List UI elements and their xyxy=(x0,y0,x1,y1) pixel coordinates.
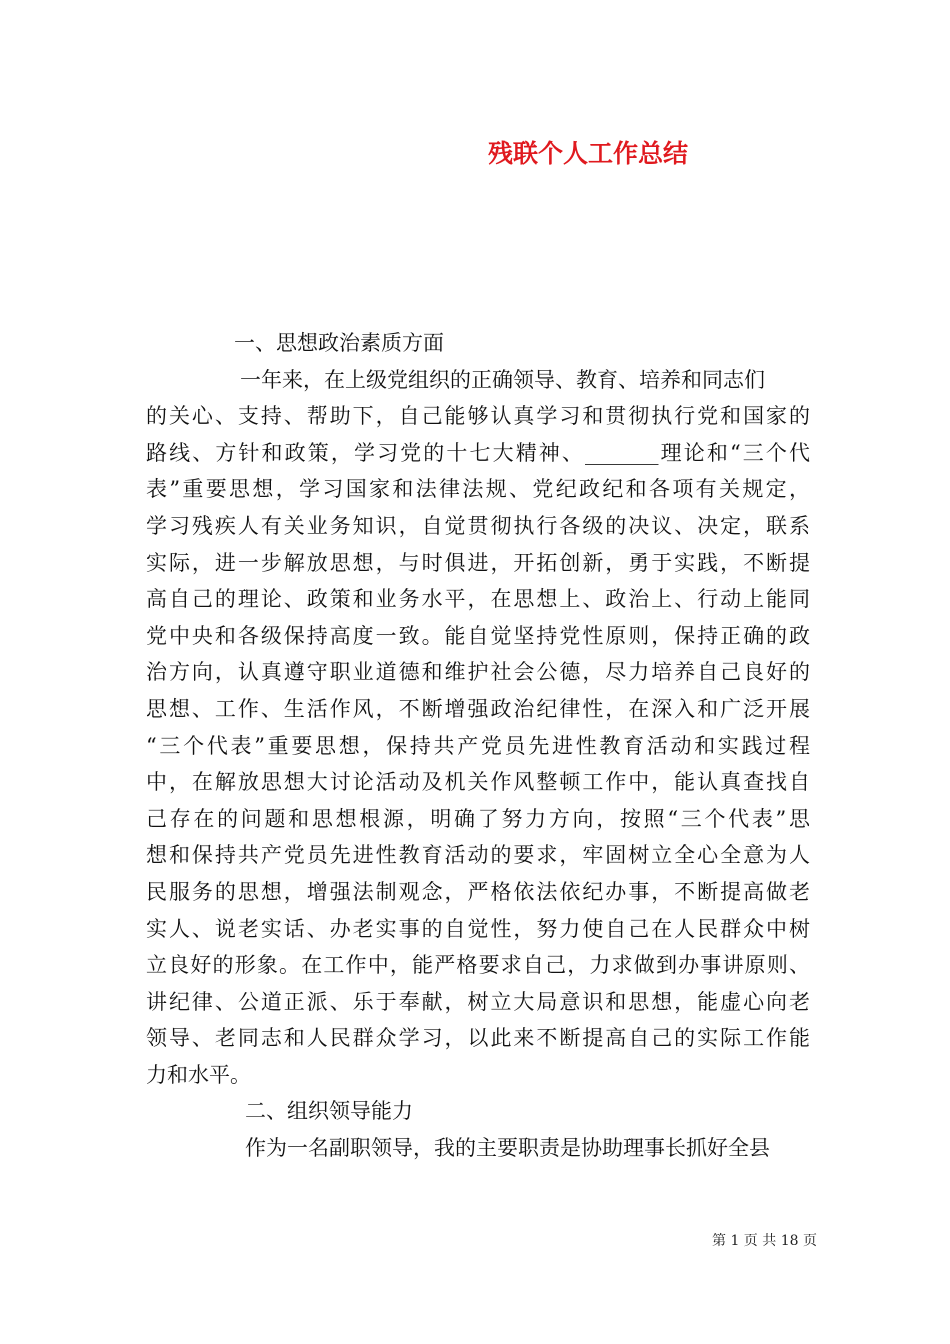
text-line: 己存在的问题和思想根源，明确了努力方向，按照“三个代表”思 xyxy=(146,806,810,831)
section-heading-2: 二、组织领导能力 xyxy=(245,1099,413,1124)
text-line: 思想、工作、生活作风，不断增强政治纪律性，在深入和广泛开展 xyxy=(146,696,810,721)
text-line: 学习残疾人有关业务知识，自觉贯彻执行各级的决议、决定，联系 xyxy=(146,513,810,538)
text-line: 一年来，在上级党组织的正确领导、教育、培养和同志们 xyxy=(240,367,765,392)
text-line: “三个代表”重要思想，保持共产党员先进性教育活动和实践过程 xyxy=(146,733,810,758)
page-number-footer: 第 1 页 共 18 页 xyxy=(712,1233,817,1249)
paragraph-2 xyxy=(146,1130,810,1167)
text-line: 实人、说老实话、办老实事的自觉性，努力使自己在人民群众中树 xyxy=(146,916,810,941)
document-body xyxy=(146,325,810,1167)
text-line: 立良好的形象。在工作中，能严格要求自己，力求做到办事讲原则、 xyxy=(146,953,810,978)
text-line: 的关心、支持、帮助下，自己能够认真学习和贯彻执行党和国家的 xyxy=(146,404,810,429)
text-line: 治方向，认真遵守职业道德和维护社会公德，尽力培养自己良好的 xyxy=(146,660,810,685)
text-line: 实际，进一步解放思想，与时俱进，开拓创新，勇于实践，不断提 xyxy=(146,550,810,575)
text-line: 表”重要思想，学习国家和法律法规、党纪政纪和各项有关规定， xyxy=(146,477,810,502)
text-line: 中，在解放思想大讨论活动及机关作风整顿工作中，能认真查找自 xyxy=(146,770,810,795)
text-line: 民服务的思想，增强法制观念，严格依法依纪办事，不断提高做老 xyxy=(146,879,810,904)
document-title: 残联个人工作总结 xyxy=(488,139,689,168)
text-line: 作为一名副职领导，我的主要职责是协助理事长抓好全县 xyxy=(245,1136,770,1161)
text-line: 高自己的理论、政策和业务水平，在思想上、政治上、行动上能同 xyxy=(146,587,810,612)
section-heading-1: 一、思想政治素质方面 xyxy=(234,331,444,355)
text-line: 路线、方针和政策，学习党的十七大精神、_______理论和“三个代 xyxy=(146,440,810,465)
text-line: 党中央和各级保持高度一致。能自觉坚持党性原则，保持正确的政 xyxy=(146,623,810,648)
text-line: 力和水平。 xyxy=(146,1062,251,1087)
text-line: 领导、老同志和人民群众学习，以此来不断提高自己的实际工作能 xyxy=(146,1026,810,1051)
paragraph-1 xyxy=(146,362,810,1094)
text-line: 想和保持共产党员先进性教育活动的要求，牢固树立全心全意为人 xyxy=(146,843,810,868)
text-line: 讲纪律、公道正派、乐于奉献，树立大局意识和思想，能虚心向老 xyxy=(146,989,810,1014)
